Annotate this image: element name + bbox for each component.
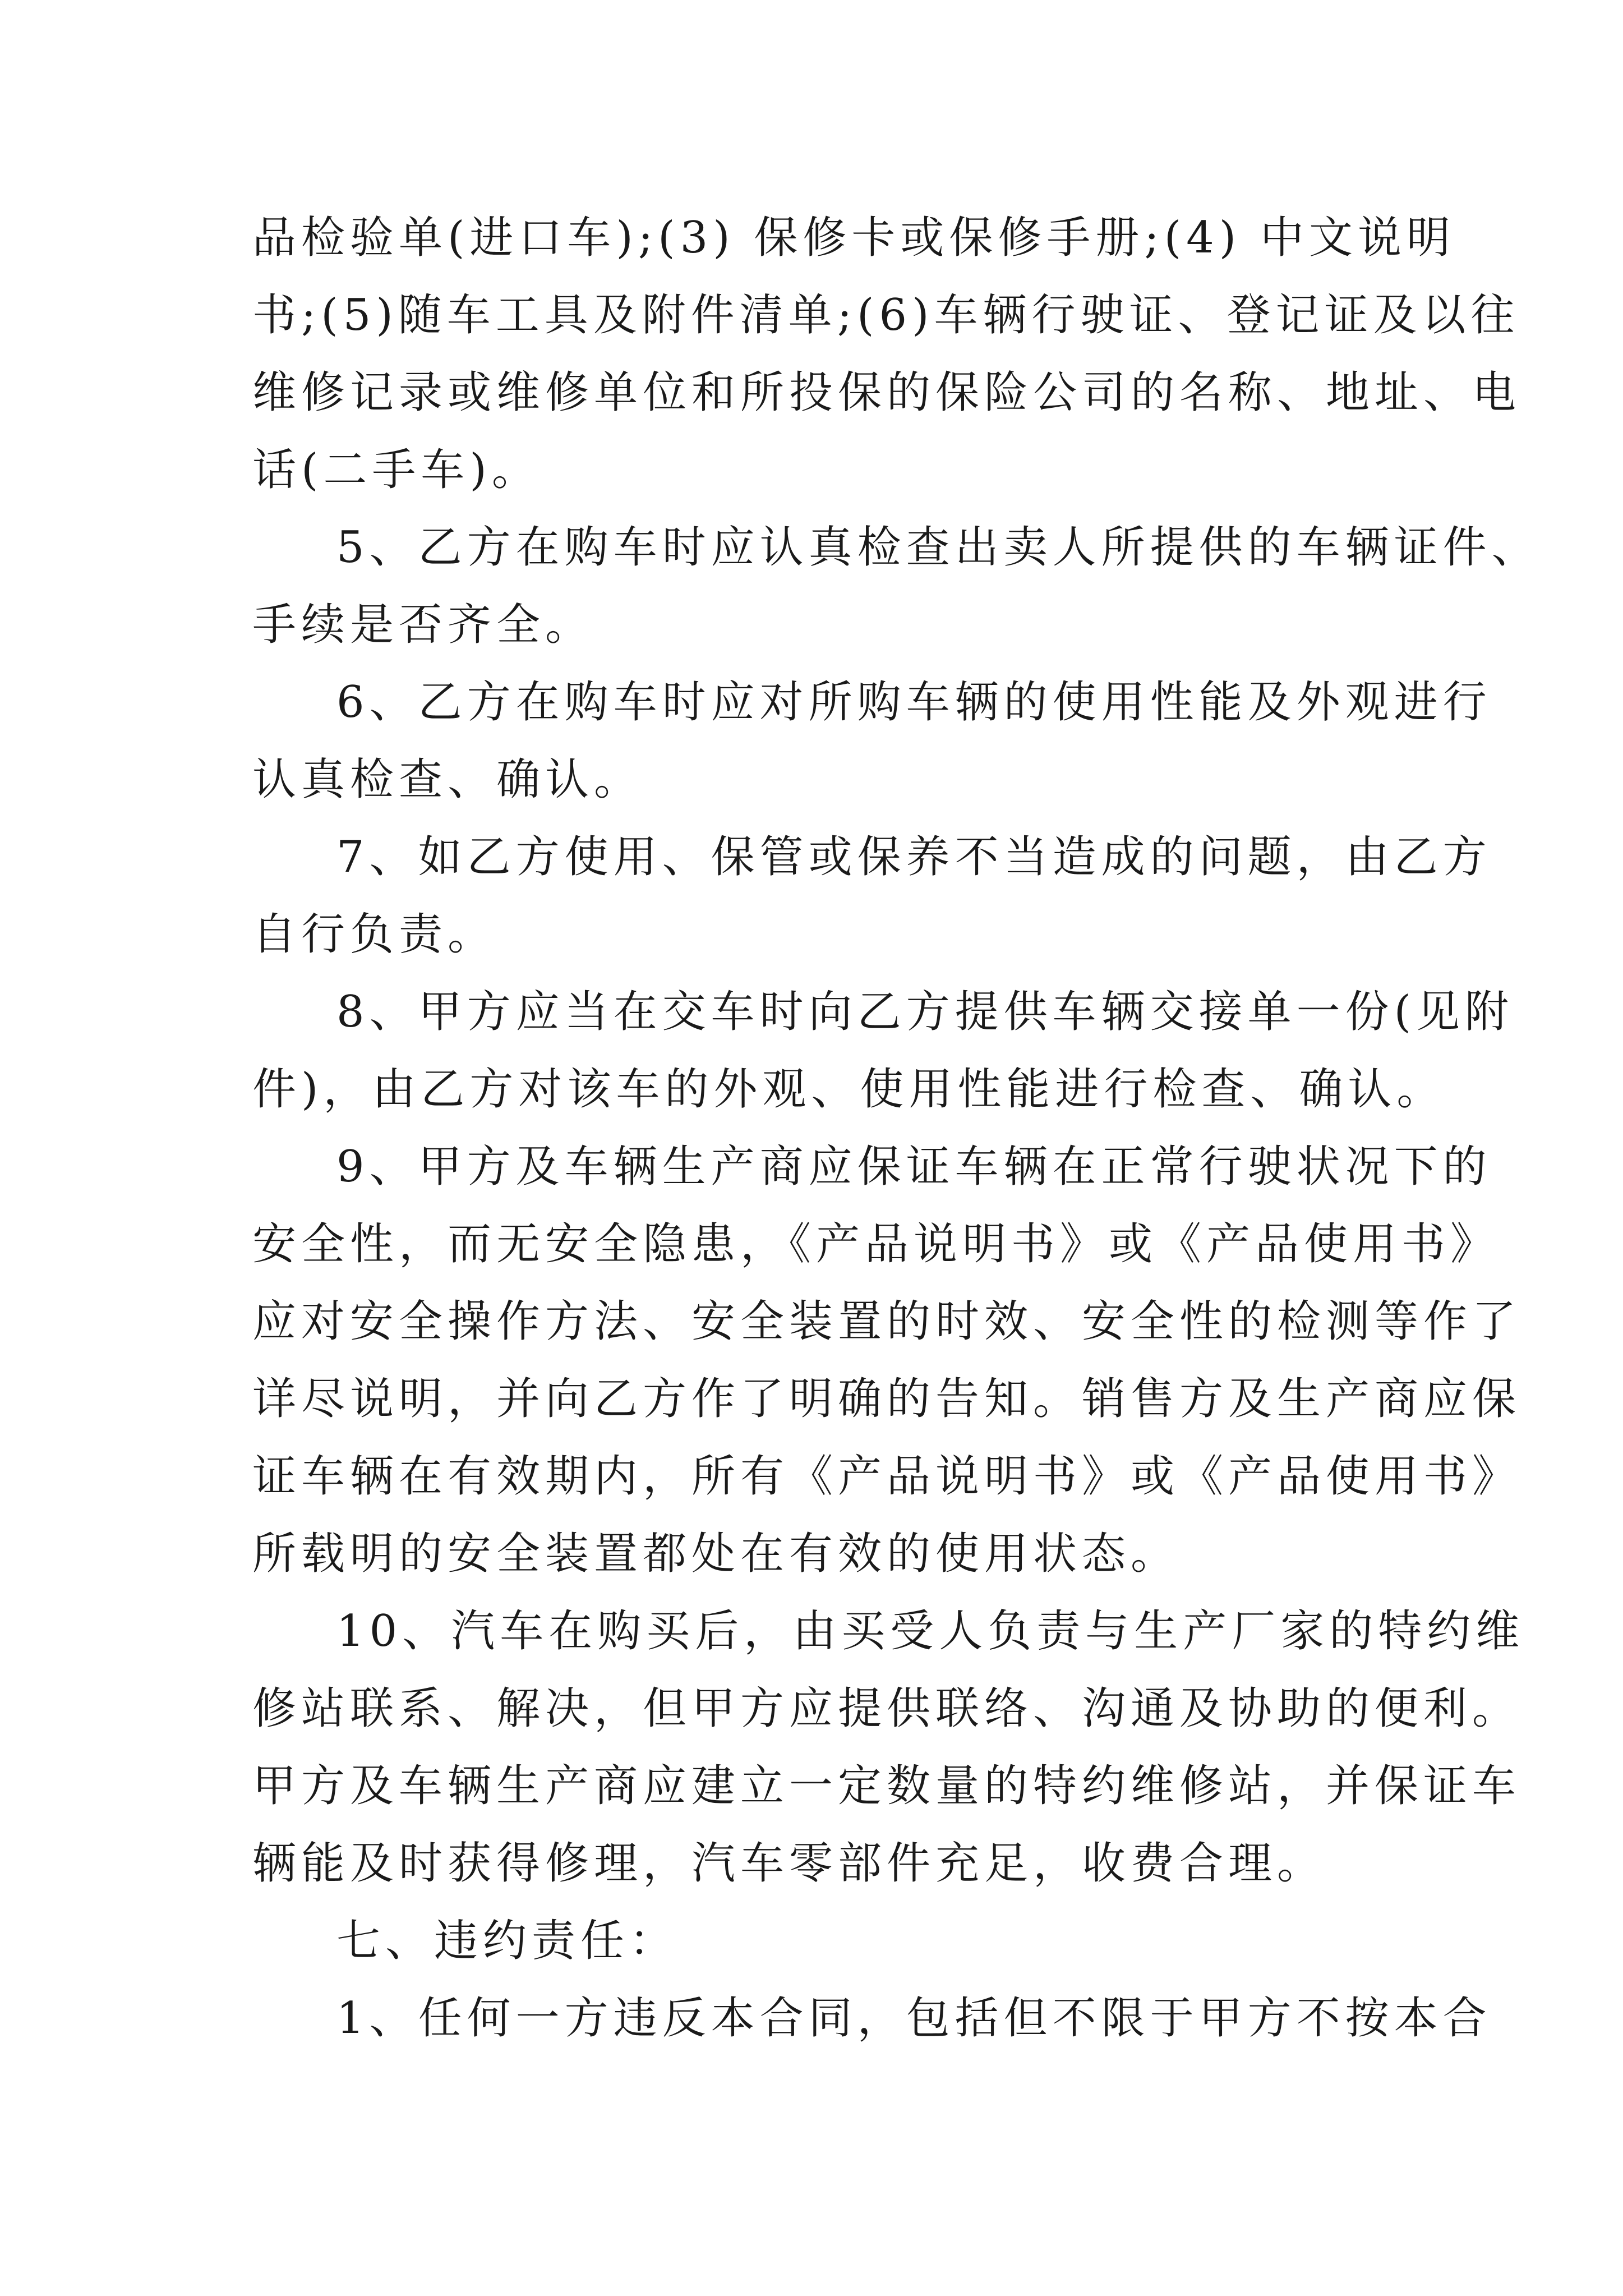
- text-line: 件)，由乙方对该车的外观、使用性能进行检查、确认。: [252, 1064, 1446, 1115]
- text-line: 品检验单(进口车);(3) 保修卡或保修手册;(4) 中文说明: [252, 213, 1455, 263]
- document-body: [252, 199, 1541, 2057]
- text-line: 认真检查、确认。: [252, 754, 643, 805]
- text-line: 手续是否齐全。: [252, 600, 594, 650]
- text-line: 应对安全操作方法、安全装置的时效、安全性的检测等作了: [252, 1296, 1521, 1347]
- text-line: 辆能及时获得修理，汽车零部件充足，收费合理。: [252, 1838, 1326, 1889]
- text-line: 甲方及车辆生产商应建立一定数量的特约维修站，并保证车: [252, 1761, 1521, 1811]
- text-line: 自行负责。: [252, 909, 497, 960]
- text-line: 所载明的安全装置都处在有效的使用状态。: [252, 1529, 1180, 1579]
- text-line: 5、乙方在购车时应认真检查出卖人所提供的车辆证件、: [336, 522, 1541, 573]
- text-line: 9、甲方及车辆生产商应保证车辆在正常行驶状况下的: [336, 1142, 1492, 1192]
- section-heading: 七、违约责任：: [336, 1916, 679, 1966]
- text-line: 安全性，而无安全隐患，《产品说明书》或《产品使用书》: [252, 1219, 1500, 1269]
- text-line: 详尽说明，并向乙方作了明确的告知。销售方及生产商应保: [252, 1374, 1521, 1424]
- text-line: 1、任何一方违反本合同，包括但不限于甲方不按本合: [336, 1993, 1492, 2044]
- text-line: 10、汽车在购买后，由买受人负责与生产厂家的特约维: [336, 1606, 1525, 1657]
- text-line: 8、甲方应当在交车时向乙方提供车辆交接单一份(见附: [336, 987, 1514, 1037]
- text-line: 6、乙方在购车时应对所购车辆的使用性能及外观进行: [336, 677, 1492, 728]
- text-line: 7、如乙方使用、保管或保养不当造成的问题，由乙方: [336, 832, 1492, 882]
- text-line: 维修记录或维修单位和所投保的保险公司的名称、地址、电: [252, 367, 1521, 418]
- text-line: 证车辆在有效期内，所有《产品说明书》或《产品使用书》: [252, 1451, 1521, 1502]
- text-line: 话(二手车)。: [252, 445, 541, 495]
- text-line: 书;(5)随车工具及附件清单;(6)车辆行驶证、登记证及以往: [252, 290, 1520, 341]
- text-line: 修站联系、解决，但甲方应提供联络、沟通及协助的便利。: [252, 1683, 1521, 1734]
